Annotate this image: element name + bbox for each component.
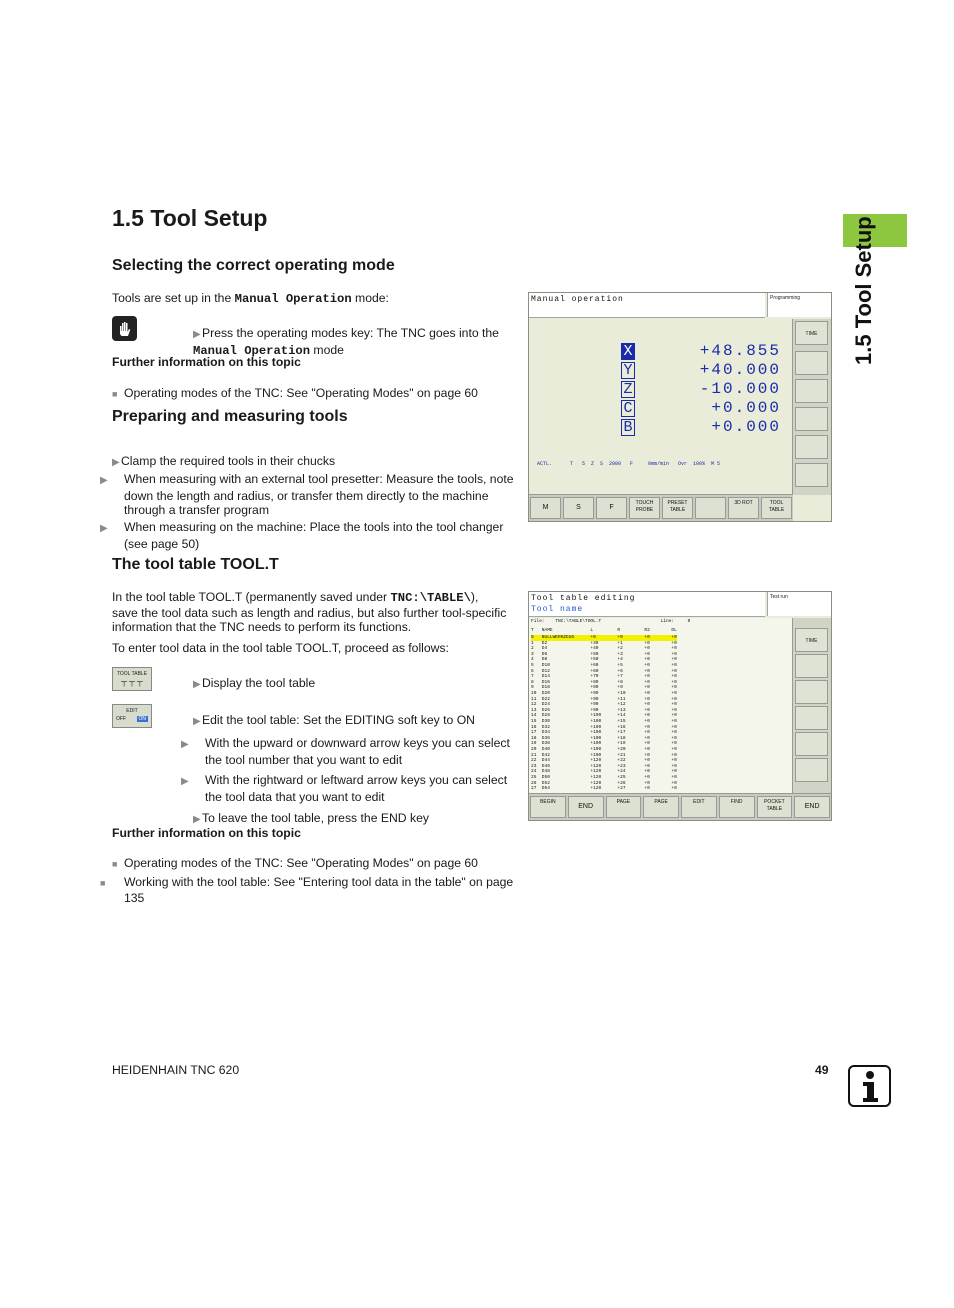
table-row: 25 D50 +120 +25 +0 +0 — [531, 775, 677, 780]
softkey: M — [530, 497, 561, 519]
table-row: 8 D16 +80 +8 +0 +0 — [531, 679, 677, 685]
sec2-bullet-3: ▶ When measuring on the machine: Place the tools into the tool changer (see page 50) — [100, 520, 504, 551]
section-title-operating-mode: Selecting the correct operating mode — [112, 257, 395, 274]
sec3-further-item-1: ■ Operating modes of the TNC: See "Operating Modes" on page 60 — [112, 856, 478, 871]
axis-value: +0.000 — [711, 418, 781, 436]
axis-value: -10.000 — [699, 380, 781, 398]
softkey: S — [563, 497, 594, 519]
footer-product: HEIDENHAIN TNC 620 — [112, 1063, 240, 1077]
table-row: 10 D20 +90 +10 +0 +0 — [531, 691, 677, 696]
sec1-further-item: ■ Operating modes of the TNC: See "Operating Modes" on page 60 — [112, 386, 478, 401]
page-title: 1.5 Tool Setup — [112, 205, 268, 231]
axis-value: +40.000 — [699, 361, 781, 379]
axis-value: +48.855 — [699, 342, 781, 360]
tool-table-grid — [529, 618, 792, 794]
softkey: END — [794, 796, 830, 818]
softkey: TOUCH PROBE — [629, 497, 660, 519]
softkey: FIND — [719, 796, 755, 818]
screen2-subtitle: Tool name — [531, 605, 584, 614]
table-row: 24 D48 +120 +24 +0 +0 — [531, 769, 677, 775]
table-row: 16 D32 +100 +16 +0 +0 — [531, 724, 677, 730]
sec3-para-2: To enter tool data in the tool table TOOL.T, proceed as follows: — [112, 641, 449, 655]
table-row: 12 D24 +90 +12 +0 +0 — [531, 702, 677, 708]
table-row: 13 D26 +90 +13 +0 +0 — [531, 707, 677, 713]
tool-table-screenshot — [528, 591, 832, 821]
sec1-step: ▶Press the operating modes key: The TNC goes into the Manual Operation mode — [193, 326, 499, 358]
screen1-softkey-bar — [529, 494, 793, 521]
table-row: 23 D46 +120 +23 +0 +0 — [531, 763, 677, 769]
position-row — [621, 343, 781, 360]
table-row: 19 D38 +100 +19 +0 +0 — [531, 741, 677, 747]
axis-label: Y — [621, 362, 635, 379]
table-row: 17 D34 +100 +17 +0 +0 — [531, 730, 677, 736]
table-row: 5 D10 +60 +5 +0 +0 — [531, 663, 677, 668]
chapter-side-label: 1.5 Tool Setup — [851, 216, 876, 365]
tool-table-file-line: File: TNC:\TABLE\TOOL.T Line: 0 — [531, 619, 691, 624]
softkey: TOOL TABLE — [761, 497, 792, 519]
sec3-para-1: In the tool table TOOL.T (permanently saved under TNC:\TABLE\), save the tool data such as length and radius, but also further tool-specific information that the TNC needs to perform its functions. — [112, 590, 507, 634]
softkey: POCKET TABLE — [757, 796, 793, 818]
position-row — [621, 419, 781, 436]
tool-table-softkey-icon: TOOL TABLE ┬ ┬ ┬ — [112, 667, 152, 691]
section-title-tool-table: The tool table TOOL.T — [112, 556, 279, 573]
table-row: 27 D54 +120 +27 +0 +0 — [531, 786, 677, 792]
sec3-step-2: ▶Edit the tool table: Set the EDITING soft key to ON — [193, 713, 475, 728]
sec3-step-5: ▶To leave the tool table, press the END key — [193, 811, 429, 826]
softkey: PAGE — [606, 796, 642, 818]
screen2-mode: Test run — [767, 592, 831, 616]
table-row: 9 D18 +90 +9 +0 +0 — [531, 685, 677, 691]
axis-label: Z — [621, 381, 635, 398]
axis-label: X — [621, 343, 635, 360]
position-row — [621, 362, 781, 379]
table-row: 15 D30 +100 +15 +0 +0 — [531, 719, 677, 724]
softkey: PAGE — [643, 796, 679, 818]
table-row: 7 D14 +70 +7 +0 +0 — [531, 674, 677, 680]
sec1-further-title: Further information on this topic — [112, 355, 301, 369]
sec3-further-item-2: ■ Working with the tool table: See "Entering tool data in the table" on page 135 — [100, 875, 514, 905]
page-number: 49 — [815, 1063, 829, 1077]
screen1-status-line: ACTL. T 5 Z S 2000 F 0mm/min Ovr 100% M 5 — [537, 461, 721, 467]
axis-label: B — [621, 419, 635, 436]
table-row: 2 D4 +40 +2 +0 +0 — [531, 646, 677, 652]
softkey — [695, 497, 726, 519]
softkey: EDIT — [681, 796, 717, 818]
softkey: 3D ROT — [728, 497, 759, 519]
position-row — [621, 400, 781, 417]
table-row: 1 D2 +30 +1 +0 +0 — [531, 640, 677, 646]
table-row: 6 D12 +60 +6 +0 +0 — [531, 668, 677, 674]
manual-operation-screenshot — [528, 292, 832, 522]
table-row: 0 NULLWERKZEUG +0 +0 +0 +0 — [531, 635, 677, 640]
sec2-bullet-1: ▶Clamp the required tools in their chucks — [112, 454, 336, 469]
screen1-mode: Programming — [767, 293, 831, 317]
table-row: 20 D40 +100 +20 +0 +0 — [531, 747, 677, 752]
table-row: 21 D42 +100 +21 +0 +0 — [531, 752, 677, 758]
sec3-step-4: ▶ With the rightward or leftward arrow keys you can select the tool data that you want to edit — [181, 773, 508, 804]
softkey: F — [596, 497, 627, 519]
sec3-step-3: ▶ With the upward or downward arrow keys you can select the tool number that you want to edit — [181, 736, 510, 767]
edit-softkey-icon: EDIT OFF ON — [112, 704, 152, 728]
info-icon — [848, 1065, 891, 1107]
screen1-vertical-softkeys — [792, 319, 831, 495]
sec1-intro: Tools are set up in the Manual Operation mode: — [112, 291, 389, 306]
table-row: 3 D6 +50 +3 +0 +0 — [531, 651, 677, 657]
screen2-title: Tool table editing — [531, 594, 636, 603]
screen1-title: Manual operation — [531, 295, 624, 304]
screen1-time-softkey: TIME — [795, 321, 828, 345]
table-row: 14 D28 +100 +14 +0 +0 — [531, 713, 677, 719]
table-row: 26 D52 +120 +26 +0 +0 — [531, 780, 677, 786]
softkey: END — [568, 796, 604, 818]
axis-label: C — [621, 400, 635, 417]
table-row: 18 D36 +100 +18 +0 +0 — [531, 735, 677, 741]
sec3-step-1: ▶Display the tool table — [193, 676, 316, 691]
table-row: 22 D44 +120 +22 +0 +0 — [531, 758, 677, 764]
table-row: 4 D8 +50 +4 +0 +0 — [531, 657, 677, 663]
softkey: BEGIN — [530, 796, 566, 818]
sec2-bullet-2: ▶ When measuring with an external tool presetter: Measure the tools, note down the length and radius, or transfer them directly to the machine through a transfer program — [100, 472, 514, 518]
screen2-softkey-bar — [529, 793, 831, 820]
section-title-preparing-tools: Preparing and measuring tools — [112, 408, 348, 425]
position-row — [621, 381, 781, 398]
screen2-time-softkey: TIME — [795, 628, 828, 652]
softkey: PRESET TABLE — [662, 497, 693, 519]
sec3-further-title: Further information on this topic — [112, 826, 301, 840]
table-row: 11 D22 +90 +11 +0 +0 — [531, 696, 677, 702]
tool-table-header: T NAME L R R2 DL — [531, 628, 677, 633]
manual-operation-key-icon — [112, 316, 137, 341]
screen2-vertical-softkeys — [792, 618, 831, 794]
axis-value: +0.000 — [711, 399, 781, 417]
